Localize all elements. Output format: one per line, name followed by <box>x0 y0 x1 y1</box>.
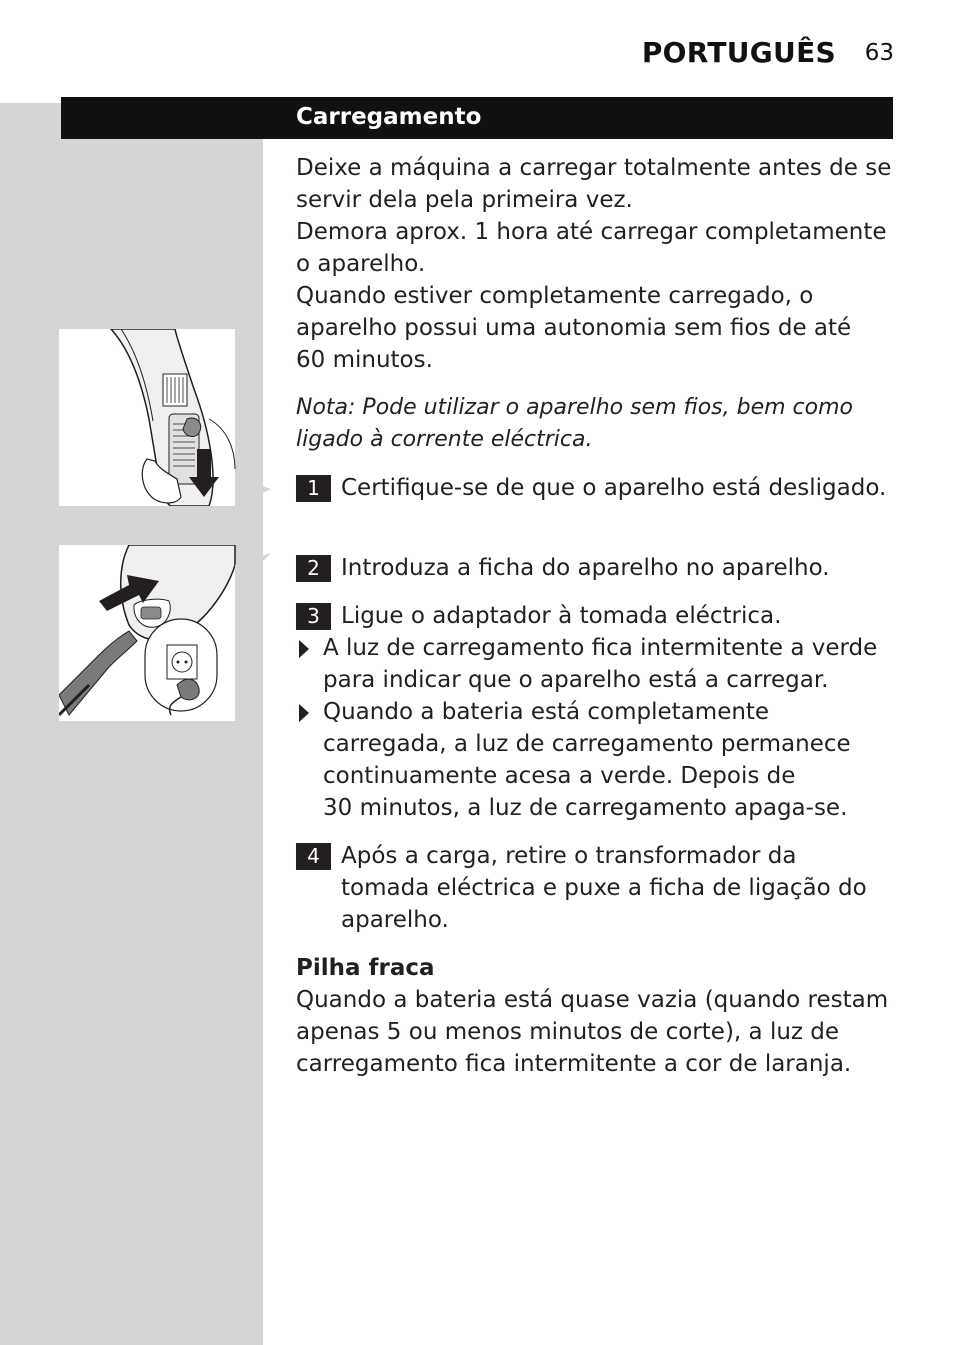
bullet-line: 30 minutos, a luz de carregamento apaga-se. <box>323 795 848 821</box>
step-number-badge: 1 <box>296 475 331 502</box>
bullet-line: para indicar que o aparelho está a carregar. <box>323 667 829 693</box>
step-text <box>341 600 901 632</box>
language-heading: PORTUGUÊS <box>641 36 836 69</box>
step-line: Ligue o adaptador à tomada eléctrica. <box>341 603 782 629</box>
bullet-text <box>323 632 898 696</box>
bullet-line: A luz de carregamento fica intermitente a verde <box>323 635 878 661</box>
step-line: Certifique-se de que o aparelho está desligado. <box>341 475 887 501</box>
section-title: Carregamento <box>296 104 482 130</box>
shaver-switch-icon <box>59 329 271 506</box>
low-battery-line: Quando a bateria está quase vazia (quando restam <box>296 987 889 1013</box>
note-line: Nota: Pode utilizar o aparelho sem fios, bem como <box>296 395 854 420</box>
step-number-badge: 4 <box>296 843 331 870</box>
bullet-text <box>323 696 898 824</box>
intro-line: Quando estiver completamente carregado, o <box>296 283 814 309</box>
low-battery-line: carregamento fica intermitente a cor de laranja. <box>296 1051 852 1077</box>
intro-line: aparelho possui uma autonomia sem fios de até <box>296 315 852 341</box>
step-line: tomada eléctrica e puxe a ficha de ligação do <box>341 875 867 901</box>
triangle-bullet-icon <box>298 704 310 722</box>
low-battery-line: apenas 5 ou menos minutos de corte), a luz de <box>296 1019 840 1045</box>
illustration-plug-in <box>59 545 235 721</box>
intro-line: servir dela pela primeira vez. <box>296 187 633 213</box>
step-text <box>341 472 901 504</box>
intro-line: o aparelho. <box>296 251 426 277</box>
page-margin-sidebar <box>0 103 263 1345</box>
low-battery-heading: Pilha fraca <box>296 955 435 981</box>
triangle-bullet-icon <box>298 640 310 658</box>
note-paragraph <box>296 392 896 456</box>
low-battery-paragraph <box>296 984 896 1080</box>
bullet-line: Quando a bateria está completamente <box>323 699 770 725</box>
plug-socket-icon <box>59 545 271 721</box>
note-line: ligado à corrente eléctrica. <box>296 427 593 452</box>
step-line: Após a carga, retire o transformador da <box>341 843 797 869</box>
step-line: Introduza a ficha do aparelho no aparelho. <box>341 555 830 581</box>
step-number-badge: 2 <box>296 555 331 582</box>
step-line: aparelho. <box>341 907 449 933</box>
intro-paragraph <box>296 152 896 376</box>
page-number: 63 <box>864 40 894 66</box>
intro-line: Deixe a máquina a carregar totalmente antes de se <box>296 155 892 181</box>
illustration-switch-off <box>59 329 235 506</box>
step-text <box>341 840 901 936</box>
step-text <box>341 552 901 584</box>
step-number-badge: 3 <box>296 603 331 630</box>
bullet-line: carregada, a luz de carregamento permanece <box>323 731 851 757</box>
intro-line: Demora aprox. 1 hora até carregar completamente <box>296 219 887 245</box>
intro-line: 60 minutos. <box>296 347 433 373</box>
bullet-line: continuamente acesa a verde. Depois de <box>323 763 796 789</box>
